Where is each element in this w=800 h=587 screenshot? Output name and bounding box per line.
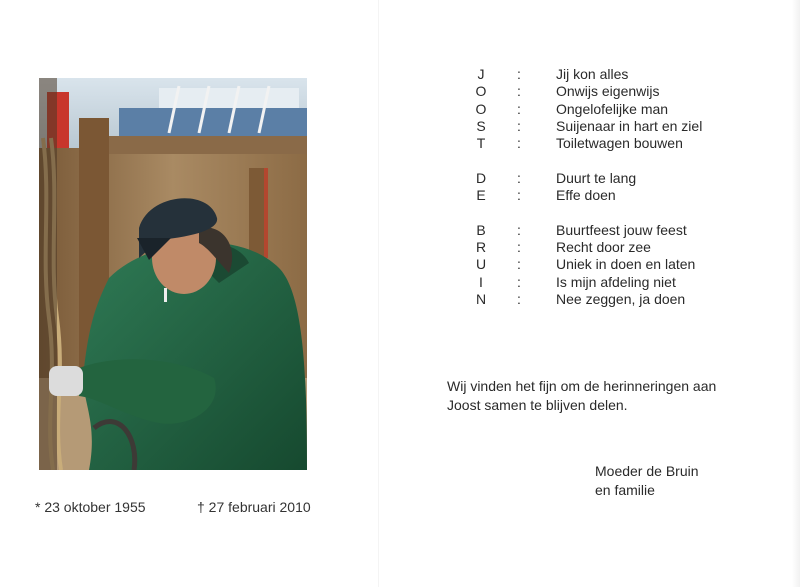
- acrostic-colon: :: [517, 83, 521, 100]
- closing-line: Wij vinden het fijn om de herinneringen aan: [447, 378, 717, 394]
- acrostic-phrase: Recht door zee: [556, 238, 651, 255]
- acrostic-phrase: Toiletwagen bouwen: [556, 135, 683, 152]
- acrostic-phrase: Buurtfeest jouw feest: [556, 221, 687, 238]
- acrostic-colon: :: [517, 135, 521, 152]
- acrostic-colon: :: [517, 256, 521, 273]
- acrostic-colon: :: [517, 273, 521, 290]
- acrostic-colon: :: [517, 238, 521, 255]
- acrostic-letter: S: [476, 117, 486, 134]
- acrostic-letter: T: [476, 135, 486, 152]
- birth-date: * 23 oktober 1955: [35, 499, 146, 515]
- closing-line: Joost samen te blijven delen.: [447, 397, 628, 413]
- acrostic-colon: :: [517, 117, 521, 134]
- acrostic-phrase: Effe doen: [556, 187, 616, 204]
- signature-line: en familie: [595, 482, 655, 498]
- acrostic-colon: :: [517, 187, 521, 204]
- acrostic-letter: D: [475, 169, 487, 186]
- acrostic-letter: J: [477, 66, 485, 82]
- acrostic-colon: :: [517, 221, 521, 238]
- death-date: † 27 februari 2010: [197, 499, 311, 515]
- signature: [595, 462, 699, 500]
- acrostic-phrase: Duurt te lang: [556, 169, 637, 186]
- acrostic-letter: B: [476, 221, 486, 238]
- acrostic-phrase: Uniek in doen en laten: [556, 256, 696, 273]
- acrostic-colon: :: [517, 66, 521, 82]
- card-fold: [378, 0, 379, 587]
- acrostic-letter: I: [479, 273, 483, 290]
- signature-line: Moeder de Bruin: [595, 463, 699, 479]
- acrostic-letter: N: [475, 290, 487, 307]
- acrostic-letter: O: [475, 83, 487, 100]
- acrostic-phrase: Suijenaar in hart en ziel: [556, 117, 703, 134]
- acrostic-letter: O: [475, 100, 487, 117]
- memorial-photo: [39, 78, 307, 470]
- acrostic-colon: :: [517, 100, 521, 117]
- card-edge-shadow: [792, 0, 800, 587]
- acrostic-letter: R: [475, 238, 487, 255]
- acrostic-colon: :: [517, 290, 521, 307]
- acrostic-phrase: Nee zeggen, ja doen: [556, 290, 686, 307]
- acrostic-phrase: Jij kon alles: [556, 66, 629, 82]
- acrostic-colon: :: [517, 169, 521, 186]
- closing-message: [447, 377, 716, 415]
- acrostic-phrase: Onwijs eigenwijs: [556, 83, 660, 100]
- acrostic-phrase: Ongelofelijke man: [556, 100, 669, 117]
- acrostic-letter: E: [476, 187, 486, 204]
- acrostic-phrase: Is mijn afdeling niet: [556, 273, 676, 290]
- acrostic-letter: U: [475, 256, 487, 273]
